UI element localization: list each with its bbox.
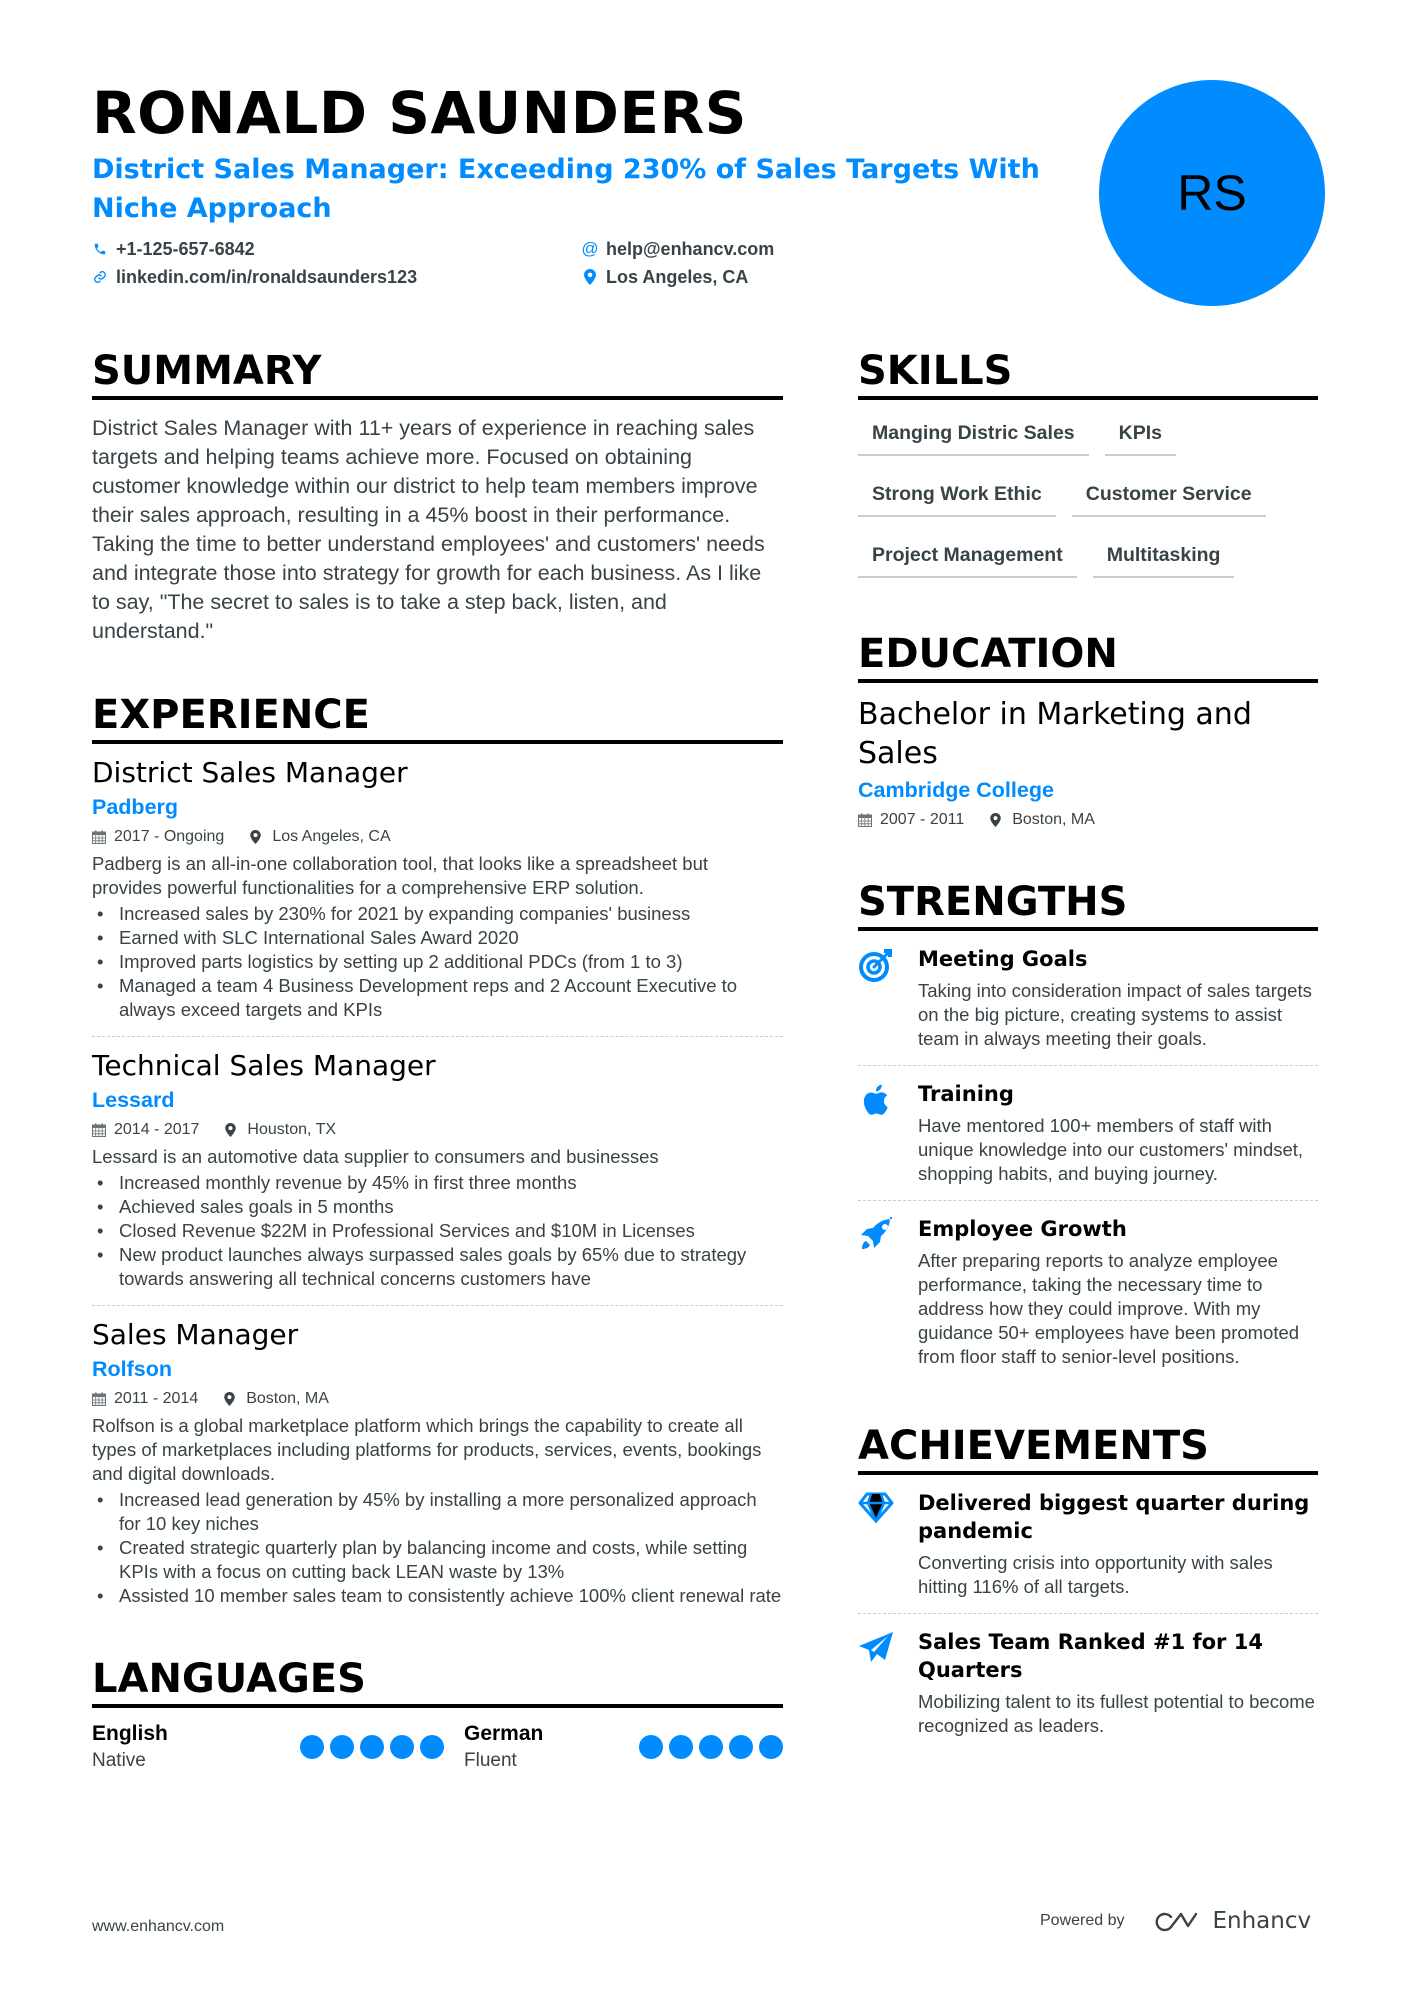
education-section <box>858 631 1318 833</box>
candidate-headline: District Sales Manager: Exceeding 230% of Sales Targets With Niche Approach <box>92 154 1040 224</box>
contact-email[interactable]: @ help@enhancv.com <box>581 239 775 259</box>
proficiency-dot <box>420 1735 444 1759</box>
contact-location: Los Angeles, CA <box>582 266 882 288</box>
paper-plane-icon <box>858 1628 918 1738</box>
company-name[interactable]: Rolfson <box>92 1357 173 1381</box>
bullet-item: • Earned with SLC International Sales Award 2020 <box>92 926 783 950</box>
achievement-list <box>92 1171 783 1291</box>
resume-header <box>92 78 1052 288</box>
map-pin-icon <box>250 830 264 844</box>
language-level: Fluent <box>464 1750 517 1771</box>
bullet-item: • Increased sales by 230% for 2021 by expanding companies' business <box>92 902 783 926</box>
bullet-item: • Improved parts logistics by setting up 2 additional PDCs (from 1 to 3) <box>92 950 783 974</box>
skill-tag: Strong Work Ethic <box>858 473 1056 517</box>
language-item <box>464 1720 783 1774</box>
enhancv-logo[interactable] <box>1153 1908 1312 1934</box>
strength-item <box>858 1201 1318 1383</box>
summary-text: District Sales Manager with 11+ years of experience in reaching sales targets and helping teams achieve more. Focused on obtaining customer knowledge within our district to help team members improve their sales approach, resulting in a 45% boost in their performance. Taking the time to better understand employees' and customers' needs and integrate those into strategy for growth for each business. As I like to say, "The secret to sales is to take a step back, listen, and understand." <box>92 416 765 643</box>
powered-by-label: Powered by <box>1040 1912 1125 1929</box>
candidate-name: RONALD SAUNDERS <box>92 79 747 147</box>
footer-branding <box>1040 1908 1311 1934</box>
job-location: Boston, MA <box>246 1390 329 1407</box>
job-dates: 2011 - 2014 <box>114 1390 199 1407</box>
language-name: German <box>464 1722 544 1745</box>
experience-entry <box>92 754 783 1037</box>
calendar-icon <box>92 830 106 844</box>
at-icon: @ <box>581 239 599 258</box>
strength-title: Training <box>918 1082 1014 1106</box>
job-dates: 2014 - 2017 <box>114 1121 200 1138</box>
section-title-languages: LANGUAGES <box>92 1656 783 1708</box>
diamond-icon <box>858 1489 918 1599</box>
skills-section <box>858 348 1318 595</box>
brand-name: Enhancv <box>1212 1908 1312 1934</box>
skill-tag: KPIs <box>1105 412 1176 456</box>
contact-phone[interactable]: +1-125-657-6842 <box>92 238 582 260</box>
company-description: Lessard is an automotive data supplier to consumers and businesses <box>92 1146 659 1167</box>
strength-description: Have mentored 100+ members of staff with unique knowledge into our customers' mindset, shopping habits, and buying journey. <box>918 1115 1304 1184</box>
bullet-item: • Increased monthly revenue by 45% in first three months <box>92 1171 783 1195</box>
job-meta <box>92 1386 783 1412</box>
job-meta <box>92 1117 783 1143</box>
target-icon <box>858 945 918 1051</box>
achievement-list <box>92 1488 783 1608</box>
achievement-item <box>858 1475 1318 1614</box>
language-list <box>92 1720 783 1774</box>
bullet-item: • Assisted 10 member sales team to consistently achieve 100% client renewal rate <box>92 1584 783 1608</box>
achievement-description: Converting crisis into opportunity with sales hitting 116% of all targets. <box>918 1552 1273 1597</box>
calendar-icon <box>92 1123 106 1137</box>
education-meta <box>858 807 1318 833</box>
section-title-experience: EXPERIENCE <box>92 692 783 744</box>
section-title-achievements: ACHIEVEMENTS <box>858 1423 1318 1475</box>
company-name[interactable]: Lessard <box>92 1088 175 1112</box>
apple-icon <box>858 1080 918 1186</box>
achievement-description: Mobilizing talent to its fullest potential to become recognized as leaders. <box>918 1691 1315 1736</box>
section-title-strengths: STRENGTHS <box>858 879 1318 931</box>
proficiency-dot <box>729 1735 753 1759</box>
experience-entry <box>92 1047 783 1306</box>
degree-title: Bachelor in Marketing and Sales <box>858 697 1252 771</box>
phone-icon <box>92 241 108 257</box>
bullet-item: • Closed Revenue $22M in Professional Services and $10M in Licenses <box>92 1219 783 1243</box>
achievement-list <box>858 1475 1318 1752</box>
company-name[interactable]: Padberg <box>92 795 179 819</box>
proficiency-dot <box>639 1735 663 1759</box>
proficiency-dot <box>759 1735 783 1759</box>
rocket-icon <box>858 1215 918 1369</box>
avatar-initials: RS <box>1177 165 1247 221</box>
strength-title: Employee Growth <box>918 1217 1127 1241</box>
job-title: Sales Manager <box>92 1318 299 1351</box>
strength-title: Meeting Goals <box>918 947 1088 971</box>
company-description: Padberg is an all-in-one collaboration tool, that looks like a spreadsheet but provides powerful functionalities for a comprehensive ERP solution. <box>92 853 709 898</box>
left-column <box>92 348 783 1774</box>
skill-tag: Manging Distric Sales <box>858 412 1089 456</box>
achievements-section <box>858 1423 1318 1752</box>
map-pin-icon <box>582 269 598 285</box>
section-title-skills: SKILLS <box>858 348 1318 400</box>
map-pin-icon <box>990 813 1004 827</box>
achievement-title: Delivered biggest quarter during pandemic <box>918 1491 1310 1543</box>
avatar <box>1099 80 1325 306</box>
proficiency-dot <box>330 1735 354 1759</box>
proficiency-dot <box>669 1735 693 1759</box>
experience-section <box>92 692 783 1622</box>
company-description: Rolfson is a global marketplace platform which brings the capability to create all types of marketplaces including platforms for products, services, events, bookings and digital downloads. <box>92 1415 762 1484</box>
calendar-icon <box>92 1392 106 1406</box>
achievement-item <box>858 1614 1318 1752</box>
language-level: Native <box>92 1750 146 1771</box>
contact-info <box>92 238 1052 288</box>
bullet-item: • New product launches always surpassed sales goals by 65% due to strategy towards answering all technical concerns customers have <box>92 1243 783 1291</box>
job-meta <box>92 824 783 850</box>
right-column <box>858 348 1318 1752</box>
skill-tag: Customer Service <box>1072 473 1266 517</box>
strength-list <box>858 931 1318 1383</box>
education-location: Boston, MA <box>1012 811 1095 828</box>
map-pin-icon <box>225 1123 239 1137</box>
achievement-list <box>92 902 783 1022</box>
bullet-item: • Achieved sales goals in 5 months <box>92 1195 783 1219</box>
strength-item <box>858 1066 1318 1201</box>
skill-tag: Multitasking <box>1093 534 1235 578</box>
proficiency-dot <box>300 1735 324 1759</box>
footer-website-link[interactable]: www.enhancv.com <box>92 1918 225 1935</box>
proficiency-dot <box>699 1735 723 1759</box>
section-title-summary: SUMMARY <box>92 348 783 400</box>
contact-linkedin[interactable]: linkedin.com/in/ronaldsaunders123 <box>92 266 582 288</box>
school-name[interactable]: Cambridge College <box>858 778 1054 802</box>
achievement-title: Sales Team Ranked #1 for 14 Quarters <box>918 1630 1263 1682</box>
job-location: Houston, TX <box>247 1121 337 1138</box>
link-icon <box>92 269 108 285</box>
calendar-icon <box>858 813 872 827</box>
proficiency-dots <box>294 1735 444 1759</box>
language-name: English <box>92 1722 168 1745</box>
summary-section <box>92 348 783 646</box>
strengths-section <box>858 879 1318 1383</box>
section-title-education: EDUCATION <box>858 631 1318 683</box>
infinity-heart-icon <box>1153 1909 1201 1933</box>
experience-entry <box>92 1316 783 1622</box>
job-dates: 2017 - Ongoing <box>114 828 225 845</box>
strength-description: After preparing reports to analyze employee performance, taking the necessary time to address how they could improve. With my guidance 50+ employees have been promoted from floor staff to senior-level positions. <box>918 1250 1300 1367</box>
skill-tag: Project Management <box>858 534 1077 578</box>
bullet-item: • Created strategic quarterly plan by balancing income and costs, while setting KPIs with a focus on cutting back LEAN waste by 13% <box>92 1536 783 1584</box>
languages-section <box>92 1656 783 1774</box>
bullet-item: • Managed a team 4 Business Development reps and 2 Account Executive to always exceed targets and KPIs <box>92 974 783 1022</box>
job-title: District Sales Manager <box>92 756 408 789</box>
map-pin-icon <box>224 1392 238 1406</box>
proficiency-dot <box>390 1735 414 1759</box>
proficiency-dot <box>360 1735 384 1759</box>
language-item <box>92 1720 464 1774</box>
proficiency-dots <box>633 1735 783 1759</box>
education-dates: 2007 - 2011 <box>880 811 965 828</box>
bullet-item: • Increased lead generation by 45% by installing a more personalized approach for 10 key niches <box>92 1488 783 1536</box>
strength-item <box>858 931 1318 1066</box>
strength-description: Taking into consideration impact of sales targets on the big picture, creating systems to assist team in always meeting their goals. <box>918 980 1312 1049</box>
skill-list <box>858 412 1318 595</box>
job-location: Los Angeles, CA <box>272 828 391 845</box>
job-title: Technical Sales Manager <box>92 1049 436 1082</box>
